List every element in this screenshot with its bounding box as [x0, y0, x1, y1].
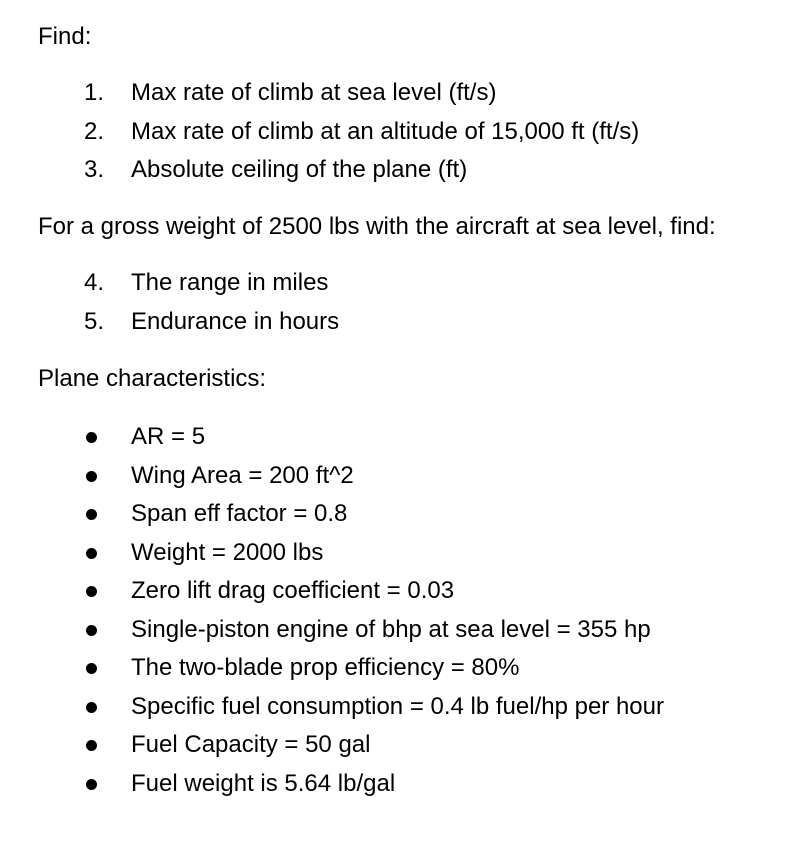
list-item-text: Weight = 2000 lbs: [131, 538, 324, 566]
list-item-text: Wing Area = 200 ft^2: [131, 461, 354, 489]
bullet-icon: [86, 702, 97, 713]
list-item-text: AR = 5: [131, 423, 206, 450]
list-item-text: Span eff factor = 0.8: [131, 500, 348, 527]
bullet-icon: [86, 663, 97, 674]
list-item-text: Fuel Capacity = 50 gal: [131, 731, 371, 758]
find-heading: Find:: [38, 23, 92, 50]
list-number: 5.: [84, 307, 105, 335]
characteristics-heading: Plane characteristics:: [38, 365, 267, 392]
list-item-text: The two-blade prop efficiency = 80%: [131, 654, 520, 681]
list-item-text: Max rate of climb at sea level (ft/s): [131, 79, 497, 106]
list-number: 4.: [84, 269, 105, 296]
list-item-text: Fuel weight is 5.64 lb/gal: [131, 769, 396, 797]
bullet-icon: [86, 586, 97, 597]
bullet-icon: [86, 509, 97, 520]
list-number: 3.: [84, 156, 105, 183]
bullet-icon: [86, 740, 97, 751]
gross-weight-heading: For a gross weight of 2500 lbs with the aircraft at sea level, find:: [38, 213, 716, 240]
bullet-icon: [86, 548, 97, 559]
list-item-text: Zero lift drag coefficient = 0.03: [131, 577, 455, 604]
list-number: 2.: [84, 117, 105, 145]
list-number: 1.: [84, 79, 105, 106]
list-item-text: Absolute ceiling of the plane (ft): [131, 156, 468, 183]
list-item-text: Endurance in hours: [131, 307, 340, 335]
list-item-text: Max rate of climb at an altitude of 15,000 ft (ft/s): [131, 117, 640, 145]
list-item-text: Single-piston engine of bhp at sea level = 355 hp: [131, 615, 651, 643]
bullet-icon: [86, 779, 97, 790]
bullet-icon: [86, 432, 97, 443]
list-item-text: Specific fuel consumption = 0.4 lb fuel/hp per hour: [131, 692, 664, 720]
list-item-text: The range in miles: [131, 269, 329, 296]
bullet-icon: [86, 625, 97, 636]
bullet-icon: [86, 471, 97, 482]
